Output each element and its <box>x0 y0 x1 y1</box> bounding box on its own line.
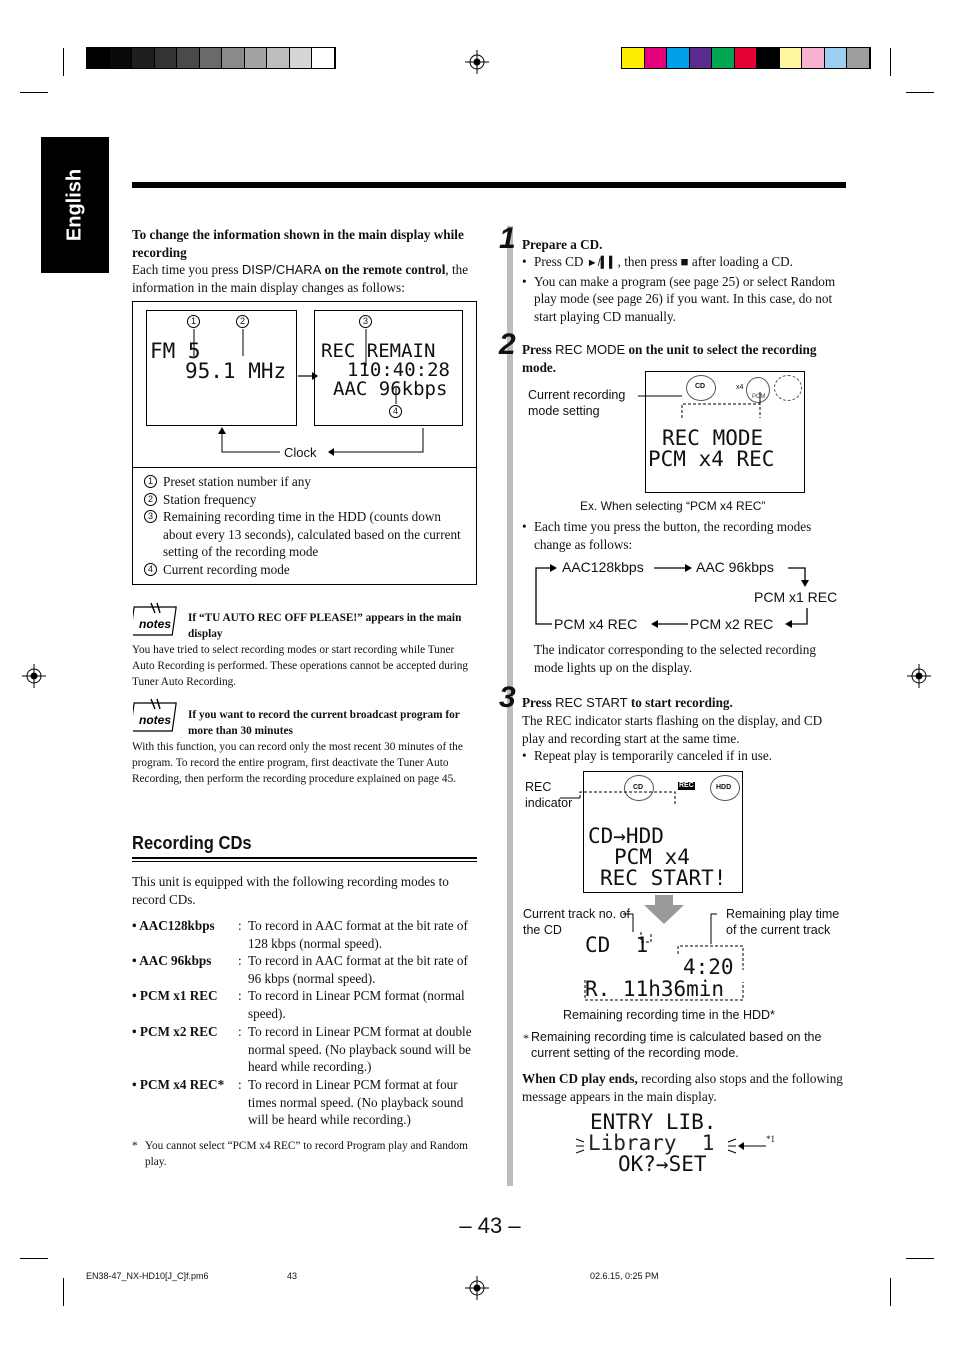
track-label: Current track no. of the CD <box>523 907 630 937</box>
step3-bullet: • Repeat play is temporarily canceled if in use. <box>522 747 847 765</box>
color-swatch <box>735 48 758 68</box>
rec-indicator: REC <box>679 782 694 789</box>
legend-text: Remaining recording time in the HDD (counts down about every 13 seconds), calculated based on the current setting of the recording mode <box>163 509 461 559</box>
lcd-line: 110:40:28 <box>347 359 450 381</box>
lcd-line: CD 1 <box>585 933 649 957</box>
legend-item <box>144 508 469 561</box>
mode-name: AAC 96kbps <box>139 953 212 968</box>
legend-number: 4 <box>144 563 157 576</box>
figure-divider <box>133 467 476 468</box>
lcd-line: REC REMAIN <box>321 340 436 362</box>
note2-body: With this function, you can record only the most recent 30 minutes of the program. To record the entire program, first deactivate the Tuner Auto Recording, then perform the recording procedure explained on page 45. <box>132 741 463 785</box>
notes-icon-label: notes <box>139 713 172 727</box>
lcd-line: REC MODE <box>662 426 764 450</box>
color-swatch <box>847 48 870 68</box>
color-swatch <box>312 48 335 68</box>
cycle-mode: PCM x4 REC <box>554 616 638 632</box>
mode-name: AAC128kbps <box>139 918 215 933</box>
x4-indicator: x4 <box>736 384 744 391</box>
note1-heading: If “TU AUTO REC OFF PLEASE!” appears in the main display <box>188 612 462 640</box>
arrow-left-icon <box>738 1140 768 1154</box>
lcd-line: ENTRY LIB. <box>590 1110 717 1134</box>
lcd-line: REC START! <box>600 866 727 890</box>
step3-body: The REC indicator starts flashing on the display, and CD play and recording start at the same time. <box>522 713 823 746</box>
mode-name: PCM x2 REC <box>139 1024 218 1039</box>
section-rule <box>132 857 477 859</box>
mode-description: To record in AAC format at the bit rate of 128 kbps (normal speed). <box>248 918 468 951</box>
remaining-play-label: Remaining play time of the current track <box>726 907 840 937</box>
step-number: 1 <box>499 222 516 255</box>
recording-mode-item: • AAC128kbps : To record in AAC format at the bit rate of 128 kbps (normal speed). <box>132 917 480 952</box>
registration-mark <box>22 664 46 688</box>
note2-heading: If you want to record the current broadcast program for more than 30 minutes <box>188 709 460 737</box>
legend-text: Preset station number if any <box>163 474 311 489</box>
cd-end-text: When CD play ends, recording also stops and the following message appears in the main display. <box>522 1071 843 1104</box>
crop-mark <box>20 1258 48 1259</box>
crop-mark <box>906 1258 934 1259</box>
stop-icon: ■ <box>680 254 689 269</box>
cycle-mode: AAC128kbps <box>562 559 644 575</box>
legend-number: 2 <box>144 493 157 506</box>
lcd-line: AAC 96kbps <box>333 378 448 400</box>
crop-mark <box>890 1278 891 1306</box>
recording-mode-item: • PCM x2 REC : To record in Linear PCM format at double normal speed. (No playback sound will be heard while recording.) <box>132 1023 480 1076</box>
color-swatch <box>155 48 178 68</box>
lcd-line: OK?→SET <box>618 1152 707 1176</box>
page-number: – 43 – <box>459 1213 521 1238</box>
footer-date: 02.6.15, 0:25 PM <box>590 1271 659 1281</box>
rec-mode-key: REC MODE <box>555 342 626 357</box>
rec-callout-lines <box>560 790 700 820</box>
footer-filename: EN38-47_NX-HD10[J_C]f.pm6 <box>86 1271 209 1281</box>
step2-after: The indicator corresponding to the selected recording mode lights up on the display. <box>534 642 816 675</box>
header-rule <box>132 182 846 188</box>
notes-icon <box>133 601 183 639</box>
mode-name: PCM x1 REC <box>139 988 218 1003</box>
callout-number: 3 <box>359 315 372 328</box>
mode-name: PCM x4 REC* <box>139 1077 225 1092</box>
recording-mode-item: • PCM x4 REC* : To record in Linear PCM format at four times normal speed. (No playback sound will be heard while recording.) <box>132 1076 480 1129</box>
step1-bullet: • You can make a program (see page 25) or select Random play mode (see page 26) if you want. In this case, do not start playing CD manually. <box>522 273 847 326</box>
color-swatch <box>712 48 735 68</box>
footer-page: 43 <box>287 1271 298 1281</box>
mode-description: To record in AAC format at the bit rate of 96 kbps (normal speed). <box>248 953 468 986</box>
lcd-line: 4:20 <box>683 955 734 979</box>
cd-indicator: CD <box>686 375 716 401</box>
recording-mode-item: • AAC 96kbps : To record in AAC format at the bit rate of 96 kbps (normal speed). <box>132 952 480 987</box>
intro-text-bold: on the remote control <box>324 262 446 277</box>
step2-bullet: • Each time you press the button, the recording modes change as follows: <box>522 518 847 553</box>
intro-text: Each time you press <box>132 262 239 277</box>
registration-mark <box>907 664 931 688</box>
blink-marks <box>576 1133 746 1159</box>
notes-icon <box>133 697 183 735</box>
display-info-intro <box>132 226 477 296</box>
recording-mode-item: • PCM x1 REC : To record in Linear PCM format (normal speed). <box>132 987 480 1022</box>
step1-bullet: • Press CD ►/▍▍, then press ■ after loading a CD. <box>522 253 847 273</box>
crop-mark <box>63 1278 64 1306</box>
lcd-line: PCM x4 REC <box>648 447 775 471</box>
rec-indicator-label: REC indicator <box>525 780 573 810</box>
color-swatch <box>110 48 133 68</box>
legend-item <box>144 561 469 579</box>
rec-time-note: Remaining recording time is calculated based on the current setting of the recording mode. <box>531 1030 822 1060</box>
step-number: 2 <box>499 328 516 361</box>
step1-bullets <box>522 253 847 325</box>
track-callout-lines <box>583 910 753 1005</box>
step3-title: Press REC START to start recording. <box>522 695 733 710</box>
lcd-line: 95.1 MHz <box>185 359 287 383</box>
language-tab <box>41 137 109 273</box>
color-swatch <box>645 48 668 68</box>
pcm-indicator: PCM <box>746 377 770 403</box>
lcd-line: FM 5 <box>150 339 201 363</box>
mode-description: To record in Linear PCM format at double normal speed. (No playback sound will be heard while recording.) <box>248 1024 472 1074</box>
color-swatch <box>177 48 200 68</box>
cycle-mode: PCM x1 REC <box>754 589 838 605</box>
note-mark: * <box>523 1031 529 1045</box>
color-calibration-bar <box>621 47 871 69</box>
cycle-mode: AAC 96kbps <box>696 559 774 575</box>
section-intro: This unit is equipped with the following recording modes to record CDs. <box>132 874 449 907</box>
color-swatch <box>780 48 803 68</box>
rec-start-key: REC START <box>555 695 628 710</box>
color-swatch <box>622 48 645 68</box>
color-swatch <box>802 48 825 68</box>
mode-callout-lines <box>638 392 778 452</box>
play-pause-icon: ►/▍▍ <box>586 257 618 269</box>
legend-number: 1 <box>144 475 157 488</box>
color-swatch <box>245 48 268 68</box>
color-swatch <box>290 48 313 68</box>
color-swatch <box>690 48 713 68</box>
mode-description: To record in Linear PCM format at four times normal speed. (No playback sound will be heard while recording.) <box>248 1077 464 1127</box>
note1-body: You have tried to select recording modes or start recording while Tuner Auto Recording is performed. These operations cannot be accepted during Tuner Auto Recording. <box>132 644 469 688</box>
section-title: Recording CDs <box>132 833 252 853</box>
color-swatch <box>267 48 290 68</box>
color-swatch <box>200 48 223 68</box>
step-number: 3 <box>499 681 516 714</box>
color-swatch <box>132 48 155 68</box>
lcd-line: PCM x4 <box>614 845 690 869</box>
lcd-line-blinking: Library 1 <box>588 1131 715 1155</box>
lcd-line: CD→HDD <box>588 824 664 848</box>
color-swatch <box>825 48 848 68</box>
color-swatch <box>667 48 690 68</box>
legend-text: Current recording mode <box>163 561 290 577</box>
disc-indicator <box>774 375 802 401</box>
legend-text: Station frequency <box>163 491 257 507</box>
intro-heading: To change the information shown in the main display while recording <box>132 227 464 260</box>
note-ref: *1 <box>766 1134 775 1144</box>
current-mode-label: Current recording mode setting <box>528 388 626 418</box>
footnote: You cannot select “PCM x4 REC” to record Program play and Random play. <box>145 1140 468 1168</box>
legend-item <box>144 473 469 491</box>
lcd-line: R. 11h36min <box>585 977 725 1001</box>
crop-mark <box>20 92 48 93</box>
fig2-caption: Ex. When selecting “PCM x4 REC” <box>580 499 766 513</box>
registration-mark <box>465 50 489 74</box>
grayscale-calibration-bar <box>86 47 336 69</box>
footnote-mark: * <box>132 1140 138 1152</box>
clock-label: Clock <box>284 445 317 460</box>
disp-chara-key: DISP/CHARA <box>241 262 322 277</box>
legend-item <box>144 491 469 509</box>
cycle-arrows <box>530 560 820 640</box>
step3-bullets <box>522 747 847 765</box>
registration-mark <box>465 1276 489 1300</box>
cycle-mode: PCM x2 REC <box>690 616 774 632</box>
intro-text-end: , the information in the main display changes as follows: <box>132 262 469 295</box>
step1-title: Prepare a CD. <box>522 237 603 252</box>
hdd-remaining-label: Remaining recording time in the HDD* <box>563 1008 775 1022</box>
cd-indicator: CD <box>624 775 654 801</box>
notes-icon-label: notes <box>139 617 172 631</box>
callout-number: 1 <box>187 315 200 328</box>
step2-bullets <box>522 518 847 553</box>
language-tab-label: English <box>63 168 86 242</box>
color-swatch <box>87 48 110 68</box>
figure-legend <box>144 473 469 578</box>
step2-title: Press REC MODE on the unit to select the recording mode. <box>522 342 817 375</box>
legend-number: 3 <box>144 510 157 523</box>
crop-mark <box>63 48 64 76</box>
color-swatch <box>222 48 245 68</box>
callout-number: 4 <box>389 405 402 418</box>
mode-description: To record in Linear PCM format (normal speed). <box>248 988 465 1021</box>
crop-mark <box>906 92 934 93</box>
color-swatch <box>757 48 780 68</box>
crop-mark <box>890 48 891 76</box>
section-rule <box>132 861 477 862</box>
callout-number: 2 <box>236 315 249 328</box>
hdd-indicator: HDD <box>710 775 740 801</box>
